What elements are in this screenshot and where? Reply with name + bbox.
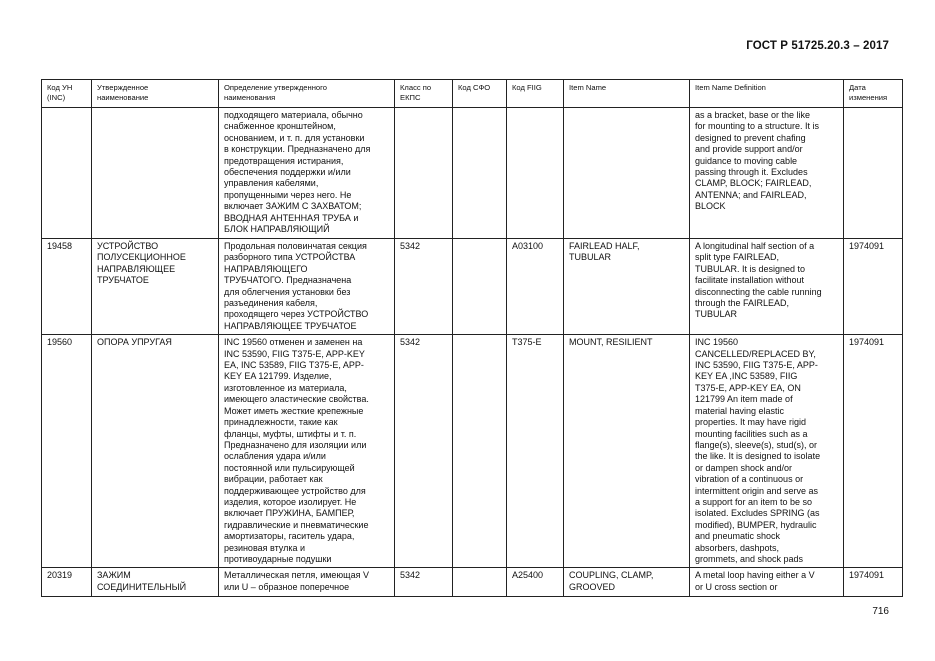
cell-item-name: FAIRLEAD HALF, TUBULAR (564, 239, 690, 335)
cell-approved-name: УСТРОЙСТВО ПОЛУСЕКЦИОННОЕ НАПРАВЛЯЮЩЕЕ ТРУБЧАТОЕ (92, 239, 219, 335)
cell-item-name-definition: as a bracket, base or the like for mounting to a structure. It is designed to prevent chafing and provide support and/or guidance to moving cable passing through it. Excludes CLAMP, BLOCK; FAIRLEAD, ANTENNA; and FAIRLEAD, BLOCK (690, 108, 844, 239)
cell-item-name-definition: A metal loop having either a V or U cross section or (690, 568, 844, 597)
cell-item-name: COUPLING, CLAMP, GROOVED (564, 568, 690, 597)
cell-fiig: T375-E (507, 335, 564, 568)
cell-approved-name: ЗАЖИМ СОЕДИНИТЕЛЬНЫЙ (92, 568, 219, 597)
cell-item-name: MOUNT, RESILIENT (564, 335, 690, 568)
column-header-sfo: Код СФО (453, 80, 507, 108)
cell-approved-name (92, 108, 219, 239)
cell-approved-definition: Продольная половинчатая секция разборного типа УСТРОЙСТВА НАПРАВЛЯЮЩЕГО ТРУБЧАТОГО. Предназначена для облегчения установки без разъединения кабеля, проходящего через УСТРОЙСТВО НАПРАВЛЯЮЩЕЕ ТРУБЧАТОЕ (219, 239, 395, 335)
cell-inc: 20319 (42, 568, 92, 597)
cell-fiig: A03100 (507, 239, 564, 335)
column-header-inc: Код УН (INC) (42, 80, 92, 108)
cell-inc: 19560 (42, 335, 92, 568)
cell-change-date: 1974091 (844, 568, 903, 597)
column-header-change-date: Дата изменения (844, 80, 903, 108)
cell-fiig (507, 108, 564, 239)
column-header-approved-name: Утвержденное наименование (92, 80, 219, 108)
cell-sfo (453, 568, 507, 597)
cell-approved-name: ОПОРА УПРУГАЯ (92, 335, 219, 568)
cell-approved-definition: подходящего материала, обычно снабженное кронштейном, основанием, и т. п. для установки в конструкции. Предназначено для предотвращения истирания, обеспечения поддержки и/или управления кабелями, пропущенными через него. Не включает ЗАЖИМ С ЗАХВАТОМ; ВВОДНАЯ АНТЕННАЯ ТРУБА и БЛОК НАПРАВЛЯЮЩИЙ (219, 108, 395, 239)
cell-item-name-definition: INC 19560 CANCELLED/REPLACED BY, INC 53590, FIIG T375-E, APP- KEY EA ,INC 53589, FIIG T375-E, APP-KEY EA, ON 121799 An item made of material having elastic properties. It may have rigid mounting facilities such as a flange(s), sleeve(s), stud(s), or the like. It is designed to isolate or dampen shock and/or vibration of a continuous or intermittent origin and serve as a support for an item to be so isolated. Excludes SPRING (as modified), BUMPER, hydraulic and pneumatic shock absorbers, dashpots, grommets, and shock pads (690, 335, 844, 568)
column-header-class: Класс по ЕКПС (395, 80, 453, 108)
catalog-table (41, 79, 903, 597)
table-row (42, 568, 903, 597)
cell-inc: 19458 (42, 239, 92, 335)
column-header-item-name-definition: Item Name Definition (690, 80, 844, 108)
cell-change-date: 1974091 (844, 335, 903, 568)
cell-sfo (453, 108, 507, 239)
cell-approved-definition: Металлическая петля, имеющая V или U – образное поперечное (219, 568, 395, 597)
cell-inc (42, 108, 92, 239)
cell-class: 5342 (395, 239, 453, 335)
cell-fiig: A25400 (507, 568, 564, 597)
cell-approved-definition: INC 19560 отменен и заменен на INC 53590, FIIG T375-E, APP-KEY EA, INC 53589, FIIG T375-E, APP- KEY EA 121799. Изделие, изготовленное из материала, имеющего эластические свойства. Может иметь жесткие крепежные принадлежности, такие как фланцы, муфты, штифты и т. п. Предназначено для изоляции или ослабления удара и/или постоянной или пульсирующей вибрации, работает как поддерживающее устройство для изделия, которое изолирует. Не включает ПРУЖИНА, БАМПЕР, гидравлические и пневматические амортизаторы, гаситель удара, резиновая втулка и противоударные подушки (219, 335, 395, 568)
cell-change-date: 1974091 (844, 239, 903, 335)
cell-class: 5342 (395, 335, 453, 568)
page-number: 716 (872, 606, 889, 617)
table-row (42, 108, 903, 239)
cell-item-name-definition: A longitudinal half section of a split type FAIRLEAD, TUBULAR. It is designed to facilitate installation without disconnecting the cable running through the FAIRLEAD, TUBULAR (690, 239, 844, 335)
column-header-fiig: Код FIIG (507, 80, 564, 108)
cell-sfo (453, 335, 507, 568)
column-header-approved-definition: Определение утвержденного наименования (219, 80, 395, 108)
cell-item-name (564, 108, 690, 239)
cell-class (395, 108, 453, 239)
cell-sfo (453, 239, 507, 335)
table-row (42, 335, 903, 568)
table-row (42, 239, 903, 335)
cell-class: 5342 (395, 568, 453, 597)
column-header-item-name: Item Name (564, 80, 690, 108)
table-header-row (42, 80, 903, 108)
cell-change-date (844, 108, 903, 239)
document-title: ГОСТ Р 51725.20.3 – 2017 (746, 40, 889, 52)
